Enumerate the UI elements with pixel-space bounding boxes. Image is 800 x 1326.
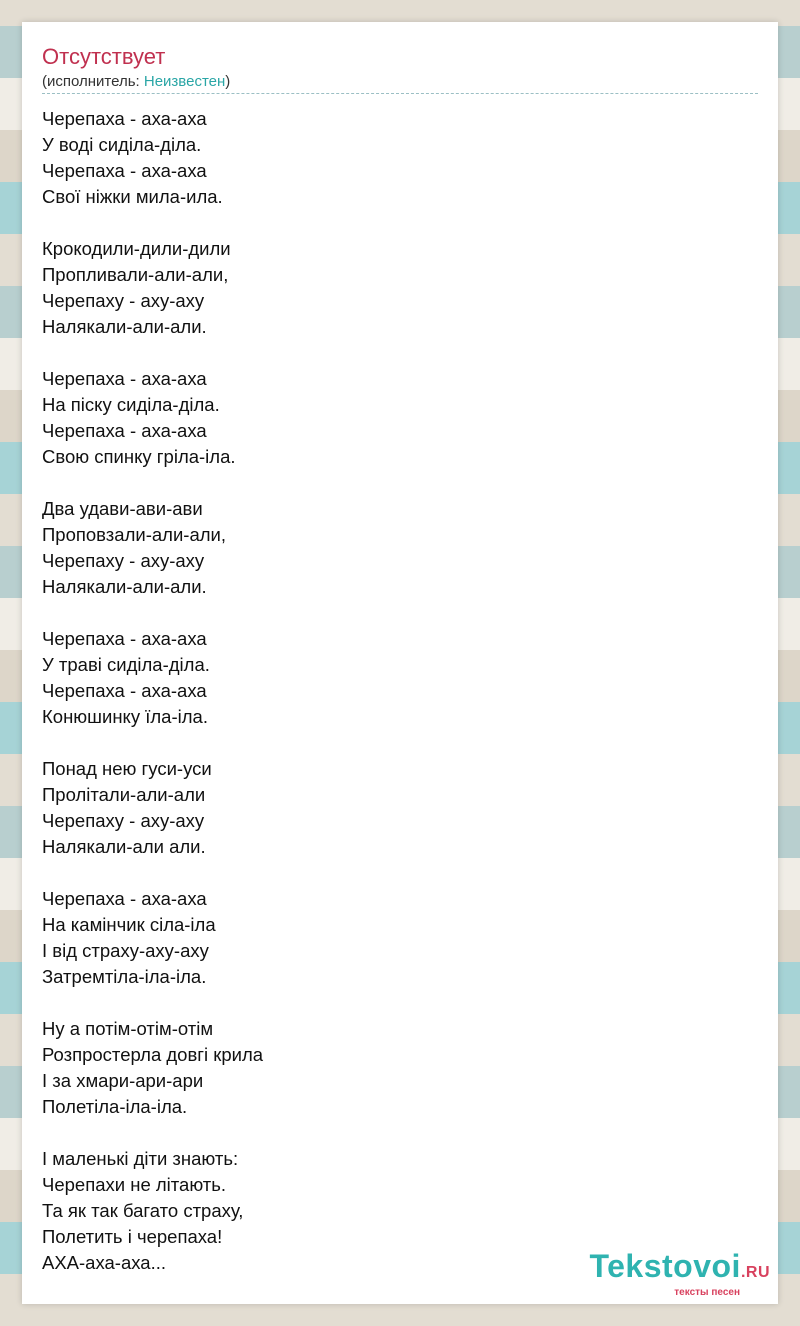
lyric-line: У воді сиділа-ділa.: [42, 134, 202, 155]
lyric-line: Свою спинку гріла-іла.: [42, 446, 236, 467]
stanza-gap: [42, 990, 742, 1016]
lyric-line: Налякали-али-али.: [42, 316, 207, 337]
lyric-line: Черепаха - аха-аха: [42, 680, 207, 701]
lyric-line: Черепаха - аха-аха: [42, 420, 207, 441]
stanza-gap: [42, 600, 742, 626]
lyric-line: Свої ніжки мила-ила.: [42, 186, 223, 207]
artist-suffix: ): [225, 73, 231, 90]
lyric-line: Ну а потім-отім-отім: [42, 1018, 214, 1039]
lyric-line: Затремтіла-іла-іла.: [42, 966, 207, 987]
lyric-line: Черепаха - аха-аха: [42, 888, 207, 909]
lyric-line: Налякали-али-али.: [42, 576, 207, 597]
lyric-line: Полетить і черепаха!: [42, 1226, 223, 1247]
artist-line: [42, 73, 230, 91]
lyric-line: Черепаха - аха-аха: [42, 160, 207, 181]
lyric-line: Налякали-али али.: [42, 836, 206, 857]
lyric-line: Два удави-ави-ави: [42, 498, 203, 519]
lyric-line: Полетіла-іла-іла.: [42, 1096, 188, 1117]
stanza-gap: [42, 860, 742, 886]
stanza-gap: [42, 730, 742, 756]
lyric-line: У траві сиділа-ділa.: [42, 654, 210, 675]
lyric-line: Пропливали-али-али,: [42, 264, 229, 285]
logo-tagline: тексты песен: [674, 1287, 740, 1298]
lyric-line: Черепаху - аху-аху: [42, 810, 205, 831]
lyric-line: Черепаха - аха-аха: [42, 108, 207, 129]
lyric-line: Черепаху - аху-аху: [42, 290, 205, 311]
lyrics-text: [42, 106, 742, 1276]
lyric-line: Конюшинку їла-іла.: [42, 706, 208, 727]
stanza-gap: [42, 340, 742, 366]
lyric-line: І за хмари-ари-ари: [42, 1070, 204, 1091]
site-logo[interactable]: [589, 1250, 770, 1298]
lyric-line: Проповзали-али-али,: [42, 524, 226, 545]
lyric-line: Черепахи не літають.: [42, 1174, 227, 1195]
lyrics-card: [22, 22, 778, 1304]
lyric-line: Черепаха - аха-аха: [42, 628, 207, 649]
artist-prefix: (исполнитель:: [42, 73, 144, 90]
lyric-line: Понад нею гуси-уси: [42, 758, 212, 779]
stanza-gap: [42, 210, 742, 236]
lyric-line: Черепаху - аху-аху: [42, 550, 205, 571]
logo-tld: .RU: [740, 1264, 770, 1281]
logo-wordmark: [589, 1250, 770, 1289]
lyric-line: Та як так багато страху,: [42, 1200, 244, 1221]
song-title: Отсутствует: [42, 44, 166, 69]
stanza-gap: [42, 470, 742, 496]
lyric-line: Розпростерла довгі крила: [42, 1044, 264, 1065]
artist-link[interactable]: Неизвестен: [143, 73, 226, 90]
lyric-line: І від страху-аху-аху: [42, 940, 209, 961]
lyric-line: І маленькі діти знають:: [42, 1148, 239, 1169]
title-divider: [42, 93, 758, 94]
lyric-line: Крокодили-дили-дили: [42, 238, 231, 259]
lyric-line: На камінчик сіла-іла: [42, 914, 216, 935]
lyric-line: Черепаха - аха-аха: [42, 368, 207, 389]
lyric-line: Пролітали-али-али: [42, 784, 206, 805]
lyric-line: АХА-аха-аха...: [42, 1252, 166, 1273]
stanza-gap: [42, 1120, 742, 1146]
lyric-line: На піску сиділа-ділa.: [42, 394, 220, 415]
logo-name: Tekstovoi: [589, 1248, 741, 1284]
